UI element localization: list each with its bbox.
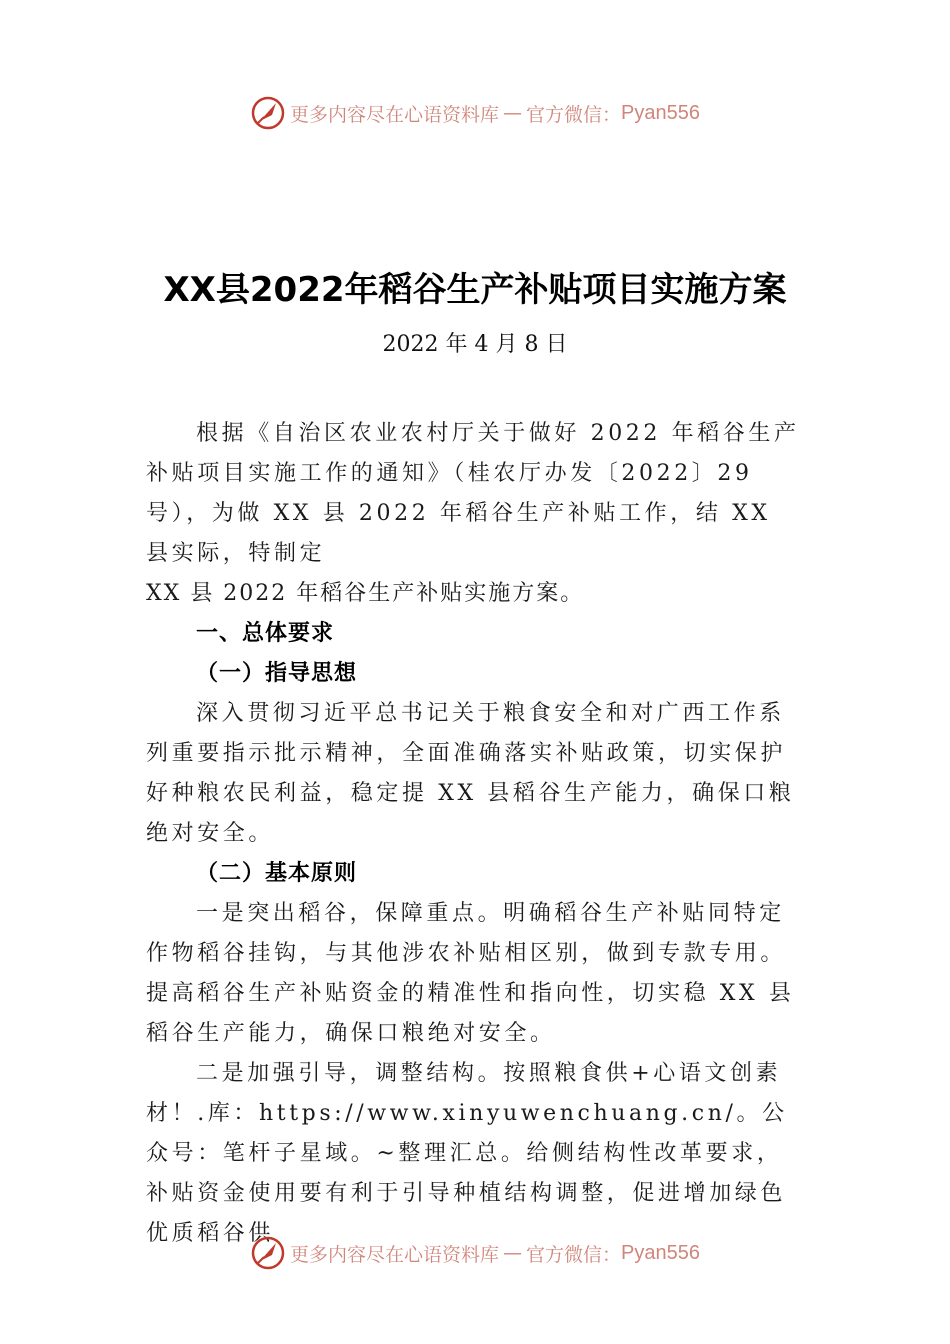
document-date: 2022 年 4 月 8 日 [382,332,568,357]
principle-paragraph: 一是突出稻谷，保障重点。明确稻谷生产补贴同特定作物稻谷挂钩，与其他涉农补贴相区别，做到专款专用。提高稻谷生产补贴资金的精准性和指向性，切实稳 XX 县稻谷生产能力，确保口粮绝对安全。 [146,901,795,1046]
watermark-wechat-label: 官方微信： [526,1243,622,1266]
watermark-header [0,93,950,133]
watermark-separator: — [503,1242,523,1264]
intro-paragraph-continuation: XX 县 2022 年稻谷生产补贴实施方案。 [146,581,585,606]
document-title: XX县2022年稻谷生产补贴项目实施方案 [163,270,787,310]
document-body [146,414,806,1254]
watermark-wechat-label: 官方微信： [526,103,622,126]
watermark-wechat-id: Pyan556 [621,101,700,124]
watermark-separator: — [503,102,523,124]
quill-logo-icon [250,1235,286,1271]
watermark-footer [0,1233,950,1273]
principle-paragraph: 二是加强引导，调整结构。按照粮食供+心语文创素材！.库：https://www.xinyuwenchuang.cn/。公众号：笔杆子星域。~整理汇总。给侧结构性改革要求，补贴资金使用要有利于引导种植结构调整，促进增加绿色优质稻谷供 [146,1061,788,1246]
quill-logo-icon [250,95,286,131]
watermark-text: 更多内容尽在心语资料库 [290,103,500,126]
intro-paragraph: 根据《自治区农业农村厅关于做好 2022 年稻谷生产补贴项目实施工作的通知》（桂农厅办发〔2022〕29 号），为做 XX 县 2022 年稻谷生产补贴工作，结 XX 县实际，特制定 [146,421,800,566]
guiding-ideology-paragraph: 深入贯彻习近平总书记关于粮食安全和对广西工作系列重要指示批示精神，全面准确落实补贴政策，切实保护好种粮农民利益，稳定提 XX 县稻谷生产能力，确保口粮绝对安全。 [146,701,795,846]
section-heading: 一、总体要求 [196,621,335,646]
subsection-heading: （二）基本原则 [196,861,358,886]
watermark-wechat-id: Pyan556 [621,1241,700,1264]
watermark-text: 更多内容尽在心语资料库 [290,1243,500,1266]
subsection-heading: （一）指导思想 [196,661,358,686]
